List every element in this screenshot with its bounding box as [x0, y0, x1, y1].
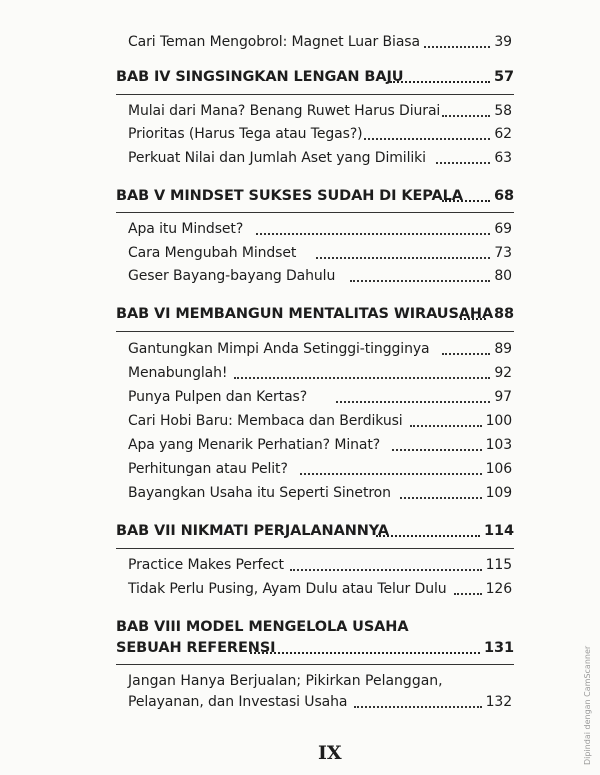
chapter-title: BAB IV SINGSINGKAN LENGAN BAJU [116, 69, 404, 85]
entry-page: 115 [485, 557, 512, 573]
entry-title: Cari Teman Mengobrol: Magnet Luar Biasa [128, 34, 420, 50]
entry-page: 62 [494, 126, 512, 142]
entry-title: Apa itu Mindset? [128, 221, 244, 237]
dot-leader [300, 473, 482, 475]
chapter-heading [116, 638, 514, 658]
chapter-page: 57 [494, 69, 514, 85]
entry-page: 58 [494, 103, 512, 119]
entry-page: 132 [485, 694, 512, 710]
entry-page: 103 [485, 437, 512, 453]
chapter-title: BAB V MINDSET SUKSES SUDAH DI KEPALA [116, 188, 463, 204]
entry-page: 100 [485, 413, 512, 429]
chapter-title-line1: BAB VIII MODEL MENGELOLA USAHA [116, 619, 409, 635]
entry-title: Tidak Perlu Pusing, Ayam Dulu atau Telur Dulu [128, 581, 447, 597]
entry-title: Cara Mengubah Mindset [128, 245, 297, 261]
chapter-heading [116, 617, 514, 637]
entry-title: Perkuat Nilai dan Jumlah Aset yang Dimiliki [128, 150, 426, 166]
dot-leader [442, 353, 490, 355]
dot-leader [436, 162, 490, 164]
dot-leader [350, 280, 490, 282]
toc-entry [128, 124, 512, 144]
dot-leader [376, 535, 480, 537]
entry-page: 63 [494, 150, 512, 166]
chapter-rule [116, 331, 514, 332]
entry-page: 109 [485, 485, 512, 501]
dot-leader [392, 449, 482, 451]
dot-leader [234, 377, 490, 379]
entry-title-line2: Pelayanan, dan Investasi Usaha [128, 694, 348, 710]
toc-entry [128, 339, 512, 359]
entry-title: Bayangkan Usaha itu Seperti Sinetron [128, 485, 391, 501]
chapter-rule [116, 548, 514, 549]
chapter-heading [116, 67, 514, 87]
entry-title: Punya Pulpen dan Kertas? [128, 389, 308, 405]
entry-page: 92 [494, 365, 512, 381]
entry-title: Menabunglah! [128, 365, 228, 381]
entry-page: 73 [494, 245, 512, 261]
entry-title: Apa yang Menarik Perhatian? Minat? [128, 437, 381, 453]
dot-leader [316, 257, 490, 259]
toc-entry [128, 387, 512, 407]
entry-page: 39 [494, 34, 512, 50]
toc-entry [128, 555, 512, 575]
chapter-rule [116, 664, 514, 665]
scanner-watermark: Dipindai dengan CamScanner [583, 645, 592, 765]
dot-leader [454, 593, 482, 595]
entry-title: Perhitungan atau Pelit? [128, 461, 288, 477]
toc-entry [128, 483, 512, 503]
dot-leader [256, 233, 490, 235]
page-folio: IX [318, 742, 342, 764]
dot-leader [460, 318, 486, 320]
entry-page: 89 [494, 341, 512, 357]
toc-entry [128, 243, 512, 263]
entry-title: Mulai dari Mana? Benang Ruwet Harus Diurai [128, 103, 441, 119]
chapter-rule [116, 212, 514, 213]
dot-leader [410, 425, 482, 427]
entry-title: Gantungkan Mimpi Anda Setinggi-tingginya [128, 341, 430, 357]
entry-title: Practice Makes Perfect [128, 557, 284, 573]
entry-title: Prioritas (Harus Tega atau Tegas?) [128, 126, 363, 142]
entry-title-line1: Jangan Hanya Berjualan; Pikirkan Pelanggan, [128, 673, 443, 689]
toc-entry [128, 32, 512, 52]
chapter-heading [116, 186, 514, 206]
dot-leader [336, 401, 490, 403]
dot-leader [390, 81, 490, 83]
toc-entry [128, 692, 512, 712]
dot-leader [442, 115, 490, 117]
dot-leader [424, 46, 490, 48]
chapter-rule [116, 94, 514, 95]
dot-leader [354, 706, 482, 708]
toc-entry [128, 101, 512, 121]
toc-entry [128, 148, 512, 168]
chapter-title: BAB VII NIKMATI PERJALANANNYA [116, 523, 389, 539]
chapter-page: 68 [494, 188, 514, 204]
toc-entry [128, 459, 512, 479]
chapter-page: 88 [494, 306, 514, 322]
entry-page: 80 [494, 268, 512, 284]
chapter-title-line2: SEBUAH REFERENSI [116, 640, 276, 656]
dot-leader [442, 200, 490, 202]
chapter-page: 114 [484, 523, 514, 539]
entry-page: 97 [494, 389, 512, 405]
chapter-page: 131 [484, 640, 514, 656]
toc-entry [128, 363, 512, 383]
dot-leader [250, 652, 480, 654]
entry-title: Geser Bayang-bayang Dahulu [128, 268, 336, 284]
toc-entry [128, 411, 512, 431]
toc-entry [128, 266, 512, 286]
entry-page: 126 [485, 581, 512, 597]
entry-title: Cari Hobi Baru: Membaca dan Berdikusi [128, 413, 403, 429]
chapter-heading [116, 304, 514, 324]
toc-entry [128, 219, 512, 239]
chapter-heading [116, 521, 514, 541]
dot-leader [290, 569, 482, 571]
toc-entry [128, 579, 512, 599]
entry-page: 106 [485, 461, 512, 477]
entry-page: 69 [494, 221, 512, 237]
dot-leader [400, 497, 482, 499]
chapter-title: BAB VI MEMBANGUN MENTALITAS WIRAUSAHA [116, 306, 494, 322]
dot-leader [364, 138, 490, 140]
toc-entry [128, 435, 512, 455]
